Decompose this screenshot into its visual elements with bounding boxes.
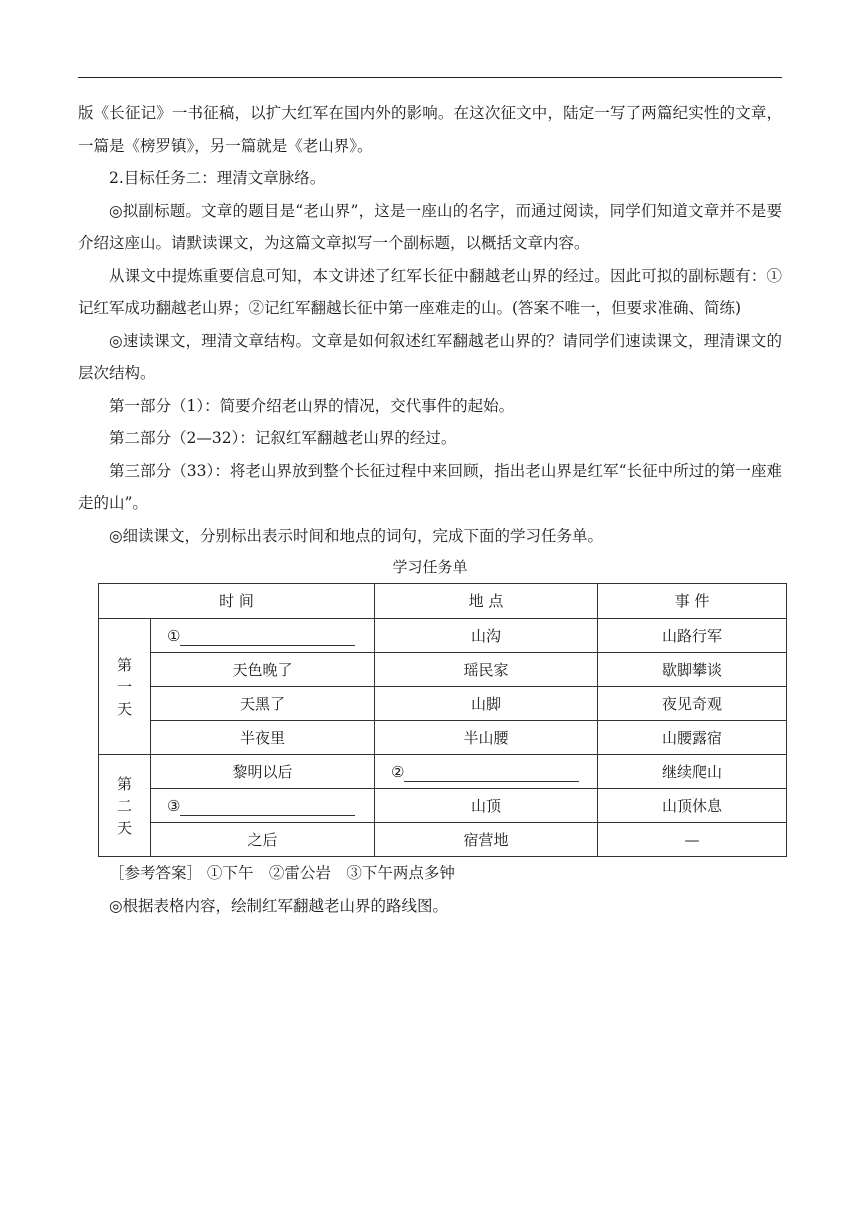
table-row xyxy=(99,823,787,857)
paragraph: 从课文中提炼重要信息可知，本文讲述了红军长征中翻越老山界的经过。因此可拟的副标题有：①记红军成功翻越老山界；②记红军翻越长征中第一座难走的山。(答案不唯一，但要求准确、简练) xyxy=(78,266,782,317)
event-cell: 夜见奇观 xyxy=(598,687,787,721)
table-row xyxy=(99,619,787,653)
paragraph: 2.目标任务二：理清文章脉络。 xyxy=(109,169,326,187)
table-row xyxy=(99,721,787,755)
table-title: 学习任务单 xyxy=(392,558,468,576)
blank-number: ③ xyxy=(167,796,181,815)
place-cell: 山顶 xyxy=(375,789,598,823)
blank-number: ② xyxy=(391,762,405,781)
place-cell: 半山腰 xyxy=(375,721,598,755)
event-cell: 山顶休息 xyxy=(598,789,787,823)
time-cell: 天黑了 xyxy=(151,687,375,721)
time-cell: 半夜里 xyxy=(151,721,375,755)
event-cell: 山路行军 xyxy=(598,619,787,653)
time-cell: 黎明以后 xyxy=(151,755,375,789)
paragraph: ◎速读课文，理清文章结构。文章是如何叙述红军翻越老山界的？请同学们速读课文，理清课文的层次结构。 xyxy=(78,331,782,382)
event-cell: 歇脚攀谈 xyxy=(598,653,787,687)
blank-place-cell[interactable] xyxy=(375,755,598,789)
day-two-label: 第 二 天 xyxy=(99,755,151,857)
place-cell: 瑶民家 xyxy=(375,653,598,687)
table-header-row xyxy=(99,584,787,619)
header-event: 事 件 xyxy=(598,584,787,619)
document-body xyxy=(78,97,782,922)
time-cell: 之后 xyxy=(151,823,375,857)
table-row xyxy=(99,755,787,789)
paragraph: ◎根据表格内容，绘制红军翻越老山界的路线图。 xyxy=(109,896,449,915)
blank-time-cell[interactable] xyxy=(151,619,375,653)
paragraph: ◎拟副标题。文章的题目是“老山界”，这是一座山的名字，而通过阅读，同学们知道文章并不是要介绍这座山。请默读课文，为这篇文章拟写一个副标题，以概括文章内容。 xyxy=(78,201,782,252)
fill-in-line[interactable] xyxy=(404,763,579,782)
paragraph: 版《长征记》一书征稿，以扩大红军在国内外的影响。在这次征文中，陆定一写了两篇纪实性的文章，一篇是《榜罗镇》，另一篇就是《老山界》。 xyxy=(78,104,782,155)
paragraph: 第三部分（33）：将老山界放到整个长征过程中来回顾，指出老山界是红军“长征中所过的第一座难走的山”。 xyxy=(78,461,782,512)
header-place: 地 点 xyxy=(375,584,598,619)
header-time: 时 间 xyxy=(99,584,375,619)
fill-in-line[interactable] xyxy=(180,627,355,646)
place-cell: 宿营地 xyxy=(375,823,598,857)
blank-number: ① xyxy=(167,626,181,645)
paragraph: 第一部分（1）：简要介绍老山界的情况，交代事件的起始。 xyxy=(109,396,515,415)
time-cell: 天色晚了 xyxy=(151,653,375,687)
header-rule xyxy=(78,77,782,78)
day-one-label: 第 一 天 xyxy=(99,619,151,755)
place-cell: 山沟 xyxy=(375,619,598,653)
table-row xyxy=(99,789,787,823)
table-row xyxy=(99,687,787,721)
blank-time-cell[interactable] xyxy=(151,789,375,823)
table-row xyxy=(99,653,787,687)
event-cell: 继续爬山 xyxy=(598,755,787,789)
fill-in-line[interactable] xyxy=(180,797,355,816)
paragraph: ◎细读课文，分别标出表示时间和地点的词句，完成下面的学习任务单。 xyxy=(109,526,604,545)
place-cell: 山脚 xyxy=(375,687,598,721)
event-cell: — xyxy=(598,823,787,857)
paragraph: 第二部分（2—32）：记叙红军翻越老山界的经过。 xyxy=(109,429,457,447)
task-table xyxy=(98,583,787,857)
reference-answer: ［参考答案］ ①下午 ②雷公岩 ③下午两点多钟 xyxy=(109,864,455,882)
event-cell: 山腰露宿 xyxy=(598,721,787,755)
